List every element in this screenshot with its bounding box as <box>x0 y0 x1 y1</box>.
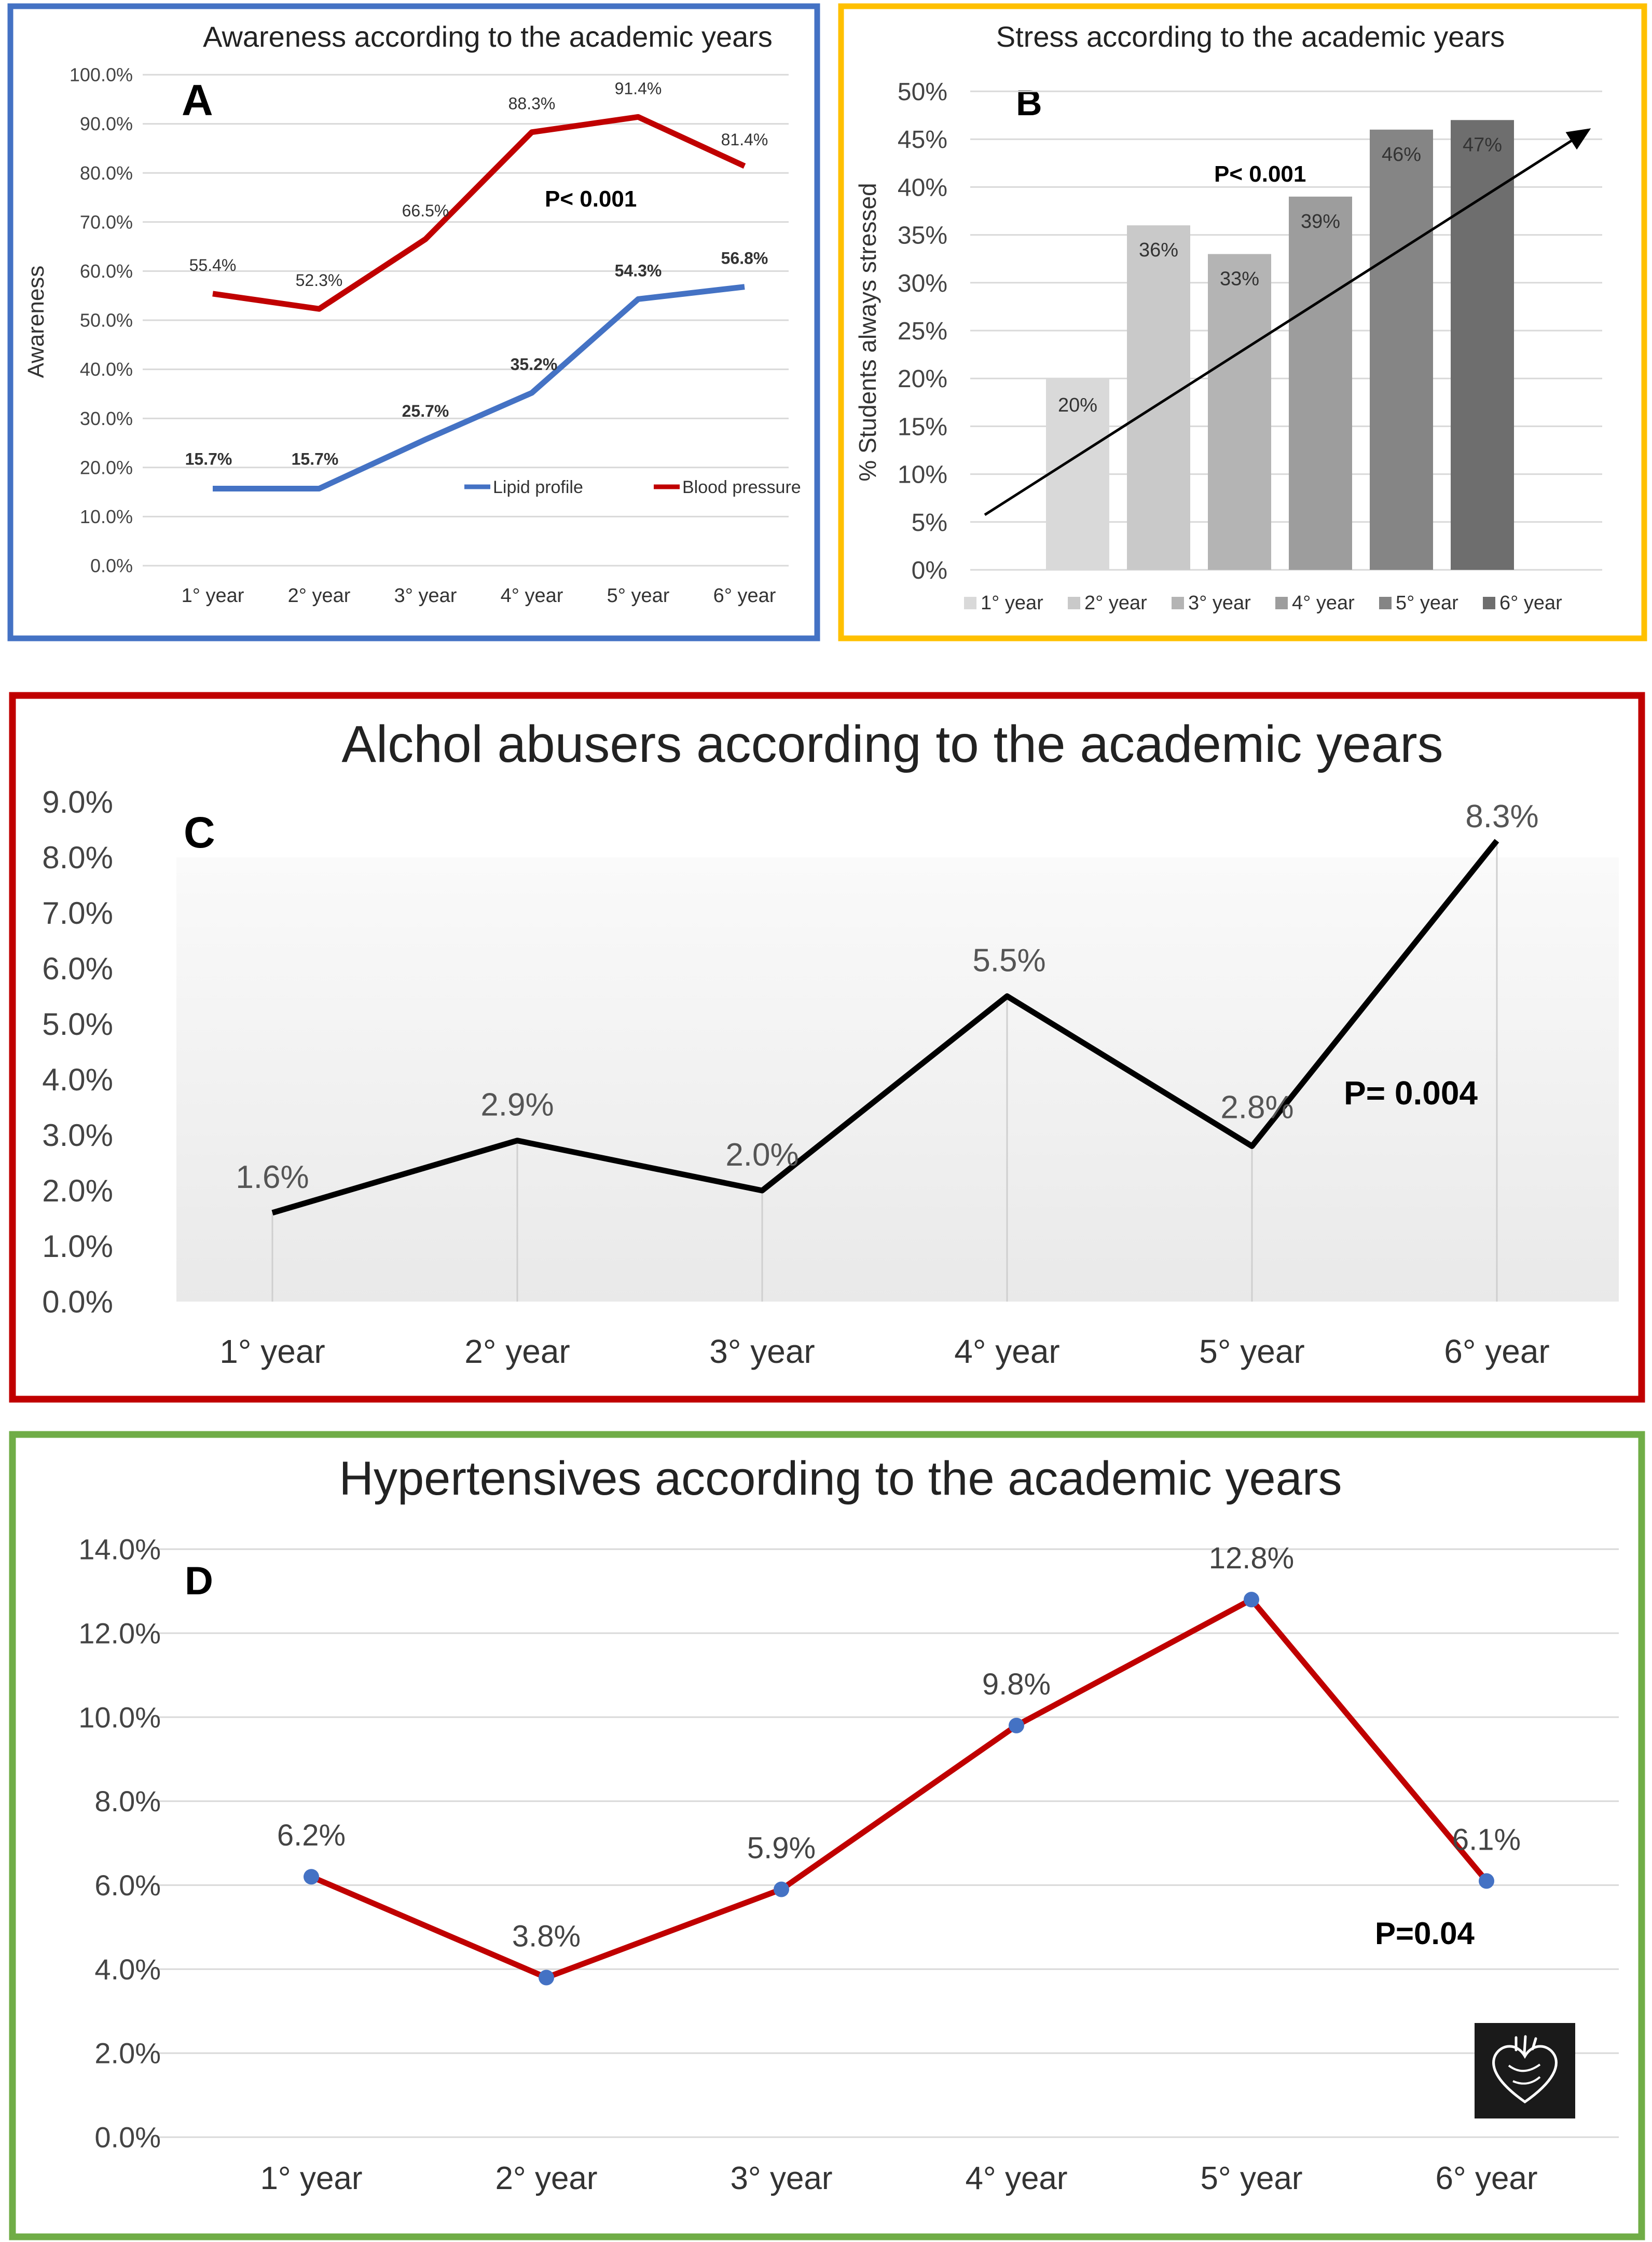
data-label: 2.9% <box>480 1087 554 1123</box>
y-tick-label: 70.0% <box>79 211 133 233</box>
panel-c-letter: C <box>184 808 215 857</box>
y-tick-label: 30% <box>897 269 947 297</box>
legend-label: 1° year <box>981 592 1043 614</box>
data-point <box>1479 1873 1494 1889</box>
legend-label: 6° year <box>1499 592 1562 614</box>
data-label: 15.7% <box>185 449 232 469</box>
panel-a-title: Awareness according to the academic years <box>203 20 773 53</box>
y-tick-label: 0% <box>911 557 947 584</box>
data-point <box>304 1869 319 1884</box>
legend-swatch <box>1275 597 1288 609</box>
y-tick-label: 30.0% <box>79 407 133 429</box>
panel-b-title: Stress according to the academic years <box>996 20 1505 53</box>
y-tick-label: 8.0% <box>42 840 113 875</box>
bar <box>1208 254 1271 570</box>
x-tick-label: 1° year <box>260 2161 363 2196</box>
x-tick-label: 5° year <box>1199 1333 1305 1370</box>
data-label: 88.3% <box>508 94 556 113</box>
y-tick-label: 10% <box>897 461 947 489</box>
x-tick-label: 4° year <box>954 1333 1060 1370</box>
data-label: 25.7% <box>402 401 449 420</box>
data-label: 46% <box>1381 143 1422 166</box>
legend-label: 2° year <box>1084 592 1147 614</box>
legend-lipid-profile-label: Lipid profile <box>493 477 583 497</box>
x-tick-label: 5° year <box>1200 2161 1303 2196</box>
data-label: 55.4% <box>189 255 237 275</box>
data-label: 2.0% <box>725 1137 799 1173</box>
y-tick-label: 8.0% <box>94 1785 161 1818</box>
y-tick-label: 0.0% <box>90 555 133 577</box>
x-tick-label: 5° year <box>607 585 670 607</box>
y-tick-label: 4.0% <box>42 1062 113 1097</box>
data-point <box>539 1970 554 1985</box>
y-tick-label: 5% <box>911 509 947 537</box>
legend-swatch <box>964 597 976 609</box>
y-tick-label: 3.0% <box>42 1118 113 1153</box>
y-tick-label: 20.0% <box>79 457 133 479</box>
legend-label: 4° year <box>1292 592 1355 614</box>
x-tick-label: 6° year <box>1435 2161 1538 2196</box>
data-label: 20% <box>1057 394 1098 417</box>
data-label: 8.3% <box>1465 798 1539 835</box>
data-label: 5.9% <box>747 1831 816 1865</box>
panel-c <box>12 695 1642 1399</box>
bar <box>1289 197 1352 570</box>
y-tick-label: 90.0% <box>79 113 133 135</box>
x-tick-label: 3° year <box>709 1333 815 1370</box>
y-tick-label: 7.0% <box>42 896 113 931</box>
data-label: 36% <box>1138 239 1179 262</box>
panel-c-title: Alchol abusers according to the academic years <box>341 715 1443 773</box>
data-label: 56.8% <box>721 249 768 268</box>
bar <box>1127 225 1190 570</box>
panel-a <box>10 6 817 638</box>
y-tick-label: 6.0% <box>42 951 113 986</box>
data-label: 6.2% <box>277 1819 346 1853</box>
bar <box>1451 120 1514 570</box>
y-tick-label: 6.0% <box>94 1869 161 1902</box>
data-label: 54.3% <box>614 261 662 280</box>
x-tick-label: 6° year <box>1444 1333 1550 1370</box>
data-point <box>1244 1592 1259 1607</box>
y-tick-label: 12.0% <box>78 1617 161 1650</box>
y-tick-label: 10.0% <box>78 1701 161 1734</box>
x-tick-label: 6° year <box>713 585 776 607</box>
y-tick-label: 10.0% <box>79 506 133 527</box>
y-tick-label: 60.0% <box>79 261 133 282</box>
legend-swatch <box>1379 597 1392 609</box>
data-label: 6.1% <box>1452 1823 1521 1857</box>
y-tick-label: 20% <box>897 365 947 393</box>
data-label: 91.4% <box>614 79 662 98</box>
y-tick-label: 80.0% <box>79 162 133 184</box>
y-tick-label: 50.0% <box>79 309 133 331</box>
panel-b-letter: B <box>1016 83 1042 123</box>
x-tick-label: 2° year <box>287 585 351 607</box>
panel-a-letter: A <box>182 76 213 125</box>
data-label: 2.8% <box>1220 1089 1294 1126</box>
data-point <box>1009 1718 1024 1733</box>
bar <box>1370 130 1433 570</box>
panel-a-y-axis-label: Awareness <box>23 265 49 378</box>
data-label: 9.8% <box>982 1667 1051 1701</box>
data-label: 1.6% <box>236 1159 309 1195</box>
x-tick-label: 1° year <box>219 1333 325 1370</box>
y-tick-label: 50% <box>897 78 947 106</box>
data-label: 33% <box>1219 268 1260 290</box>
x-tick-label: 3° year <box>730 2161 833 2196</box>
data-label: 81.4% <box>721 130 768 149</box>
data-label: 12.8% <box>1208 1541 1295 1576</box>
y-tick-label: 0.0% <box>42 1284 113 1319</box>
panel-b-p-value: P< 0.001 <box>1214 161 1306 187</box>
data-label: 47% <box>1462 134 1503 156</box>
y-tick-label: 2.0% <box>42 1173 113 1208</box>
panel-a-p-value: P< 0.001 <box>545 186 637 212</box>
panel-d <box>12 1434 1642 2237</box>
data-point <box>774 1882 789 1897</box>
panel-c-p-value: P= 0.004 <box>1344 1074 1478 1112</box>
x-tick-label: 3° year <box>394 585 457 607</box>
y-tick-label: 40% <box>897 174 947 202</box>
y-tick-label: 1.0% <box>42 1229 113 1264</box>
data-label: 35.2% <box>510 355 558 374</box>
legend-label: 5° year <box>1396 592 1458 614</box>
data-label: 5.5% <box>972 942 1046 979</box>
legend-swatch <box>1483 597 1495 609</box>
y-tick-label: 100.0% <box>69 64 133 86</box>
panel-d-frame <box>12 1434 1642 2237</box>
legend-label: 3° year <box>1188 592 1251 614</box>
panel-b-y-axis-label: % Students always stressed <box>854 183 881 482</box>
y-tick-label: 0.0% <box>94 2121 161 2154</box>
y-tick-label: 5.0% <box>42 1007 113 1042</box>
data-label: 15.7% <box>291 449 339 469</box>
panel-b <box>841 6 1644 638</box>
x-tick-label: 2° year <box>464 1333 570 1370</box>
heart-icon <box>1475 2023 1575 2118</box>
x-tick-label: 2° year <box>495 2161 598 2196</box>
x-tick-label: 4° year <box>965 2161 1068 2196</box>
y-tick-label: 35% <box>897 222 947 250</box>
y-tick-label: 15% <box>897 413 947 441</box>
y-tick-label: 40.0% <box>79 359 133 380</box>
x-tick-label: 1° year <box>181 585 244 607</box>
data-label: 52.3% <box>295 271 343 290</box>
panel-d-title: Hypertensives according to the academic years <box>339 1452 1342 1505</box>
y-tick-label: 4.0% <box>94 1952 161 1986</box>
legend-swatch <box>1068 597 1080 609</box>
data-label: 39% <box>1300 210 1341 233</box>
y-tick-label: 45% <box>897 126 947 154</box>
data-label: 66.5% <box>402 201 449 220</box>
legend-blood-pressure-label: Blood pressure <box>682 477 801 497</box>
panel-d-letter: D <box>185 1559 213 1603</box>
y-tick-label: 9.0% <box>42 785 113 819</box>
panel-d-p-value: P=0.04 <box>1375 1916 1475 1951</box>
data-label: 3.8% <box>512 1919 581 1953</box>
y-tick-label: 2.0% <box>94 2036 161 2070</box>
y-tick-label: 25% <box>897 318 947 345</box>
x-tick-label: 4° year <box>500 585 563 607</box>
y-tick-label: 14.0% <box>78 1533 161 1566</box>
legend-swatch <box>1172 597 1184 609</box>
